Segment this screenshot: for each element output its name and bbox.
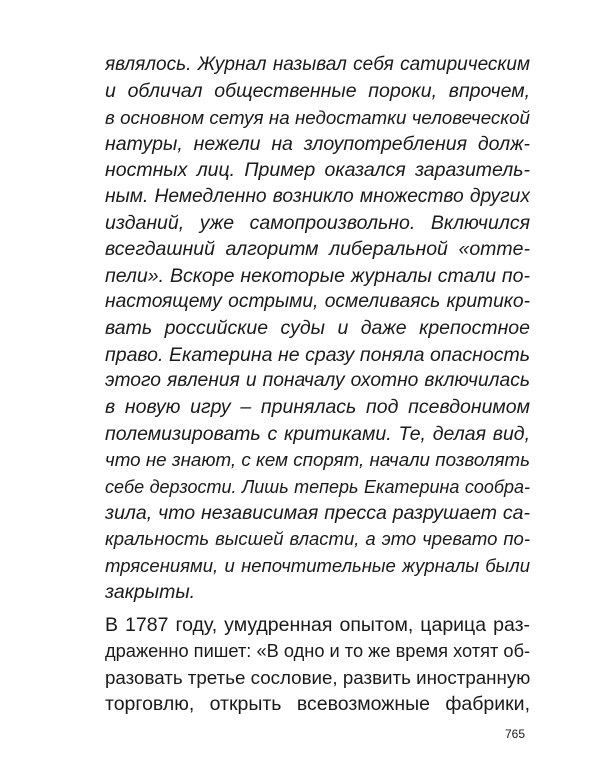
text-line: натуры, нежели на злоупотребления долж-: [105, 133, 530, 156]
text-line: изданий, уже самопроизвольно. Включился: [105, 212, 530, 235]
text-line: В 1787 году, умудренная опытом, царица раз-: [105, 614, 530, 636]
text-line: зила, что независимая пресса разрушает са-: [105, 501, 530, 524]
text-line: кральность высшей власти, а это чревато по-: [105, 528, 530, 550]
text-line: в новую игру – принялась под псевдонимом: [105, 396, 530, 419]
text-line: драженно пишет: «В одно и то же время хотят об-: [105, 640, 530, 662]
text-line: закрыты.: [105, 580, 196, 603]
text-line: этого явления и поначалу охотно включилась: [105, 370, 530, 392]
page-number: 765: [505, 727, 526, 741]
text-line: и обличал общественные пороки, впрочем,: [105, 80, 530, 103]
text-line: ностных лиц. Пример оказался заразитель-: [105, 159, 530, 182]
text-line: всегдашний алгоритм либеральной «отте-: [105, 238, 530, 261]
text-line: себе дерзости. Лишь теперь Екатерина сообра-: [105, 476, 530, 497]
text-line: разовать третье сословие, развить иностранную: [105, 666, 530, 688]
text-line: настоящему острыми, осмеливаясь критико-: [105, 291, 530, 313]
text-line: трясениями, и непочтительные журналы были: [105, 554, 530, 576]
text-line: пели». Вскоре некоторые журналы стали по-: [105, 264, 530, 287]
text-line: что не знают, с кем спорят, начали позволять: [105, 449, 530, 471]
text-line: в основном сетуя на недостатки человеческой: [105, 106, 530, 128]
text-line: торговлю, открыть всевозможные фабрики,: [105, 693, 530, 716]
text-line: полемизировать с критиками. Те, делая вид,: [105, 422, 530, 445]
text-line: вать российские суды и даже крепостное: [105, 317, 530, 340]
text-line: право. Екатерина не сразу поняла опасность: [105, 343, 530, 366]
italic-paragraph: [105, 52, 530, 605]
text-line: ным. Немедленно возникло множество других: [105, 185, 530, 207]
regular-paragraph: [105, 612, 530, 717]
text-line: являлось. Журнал называл себя сатирическим: [105, 54, 530, 75]
